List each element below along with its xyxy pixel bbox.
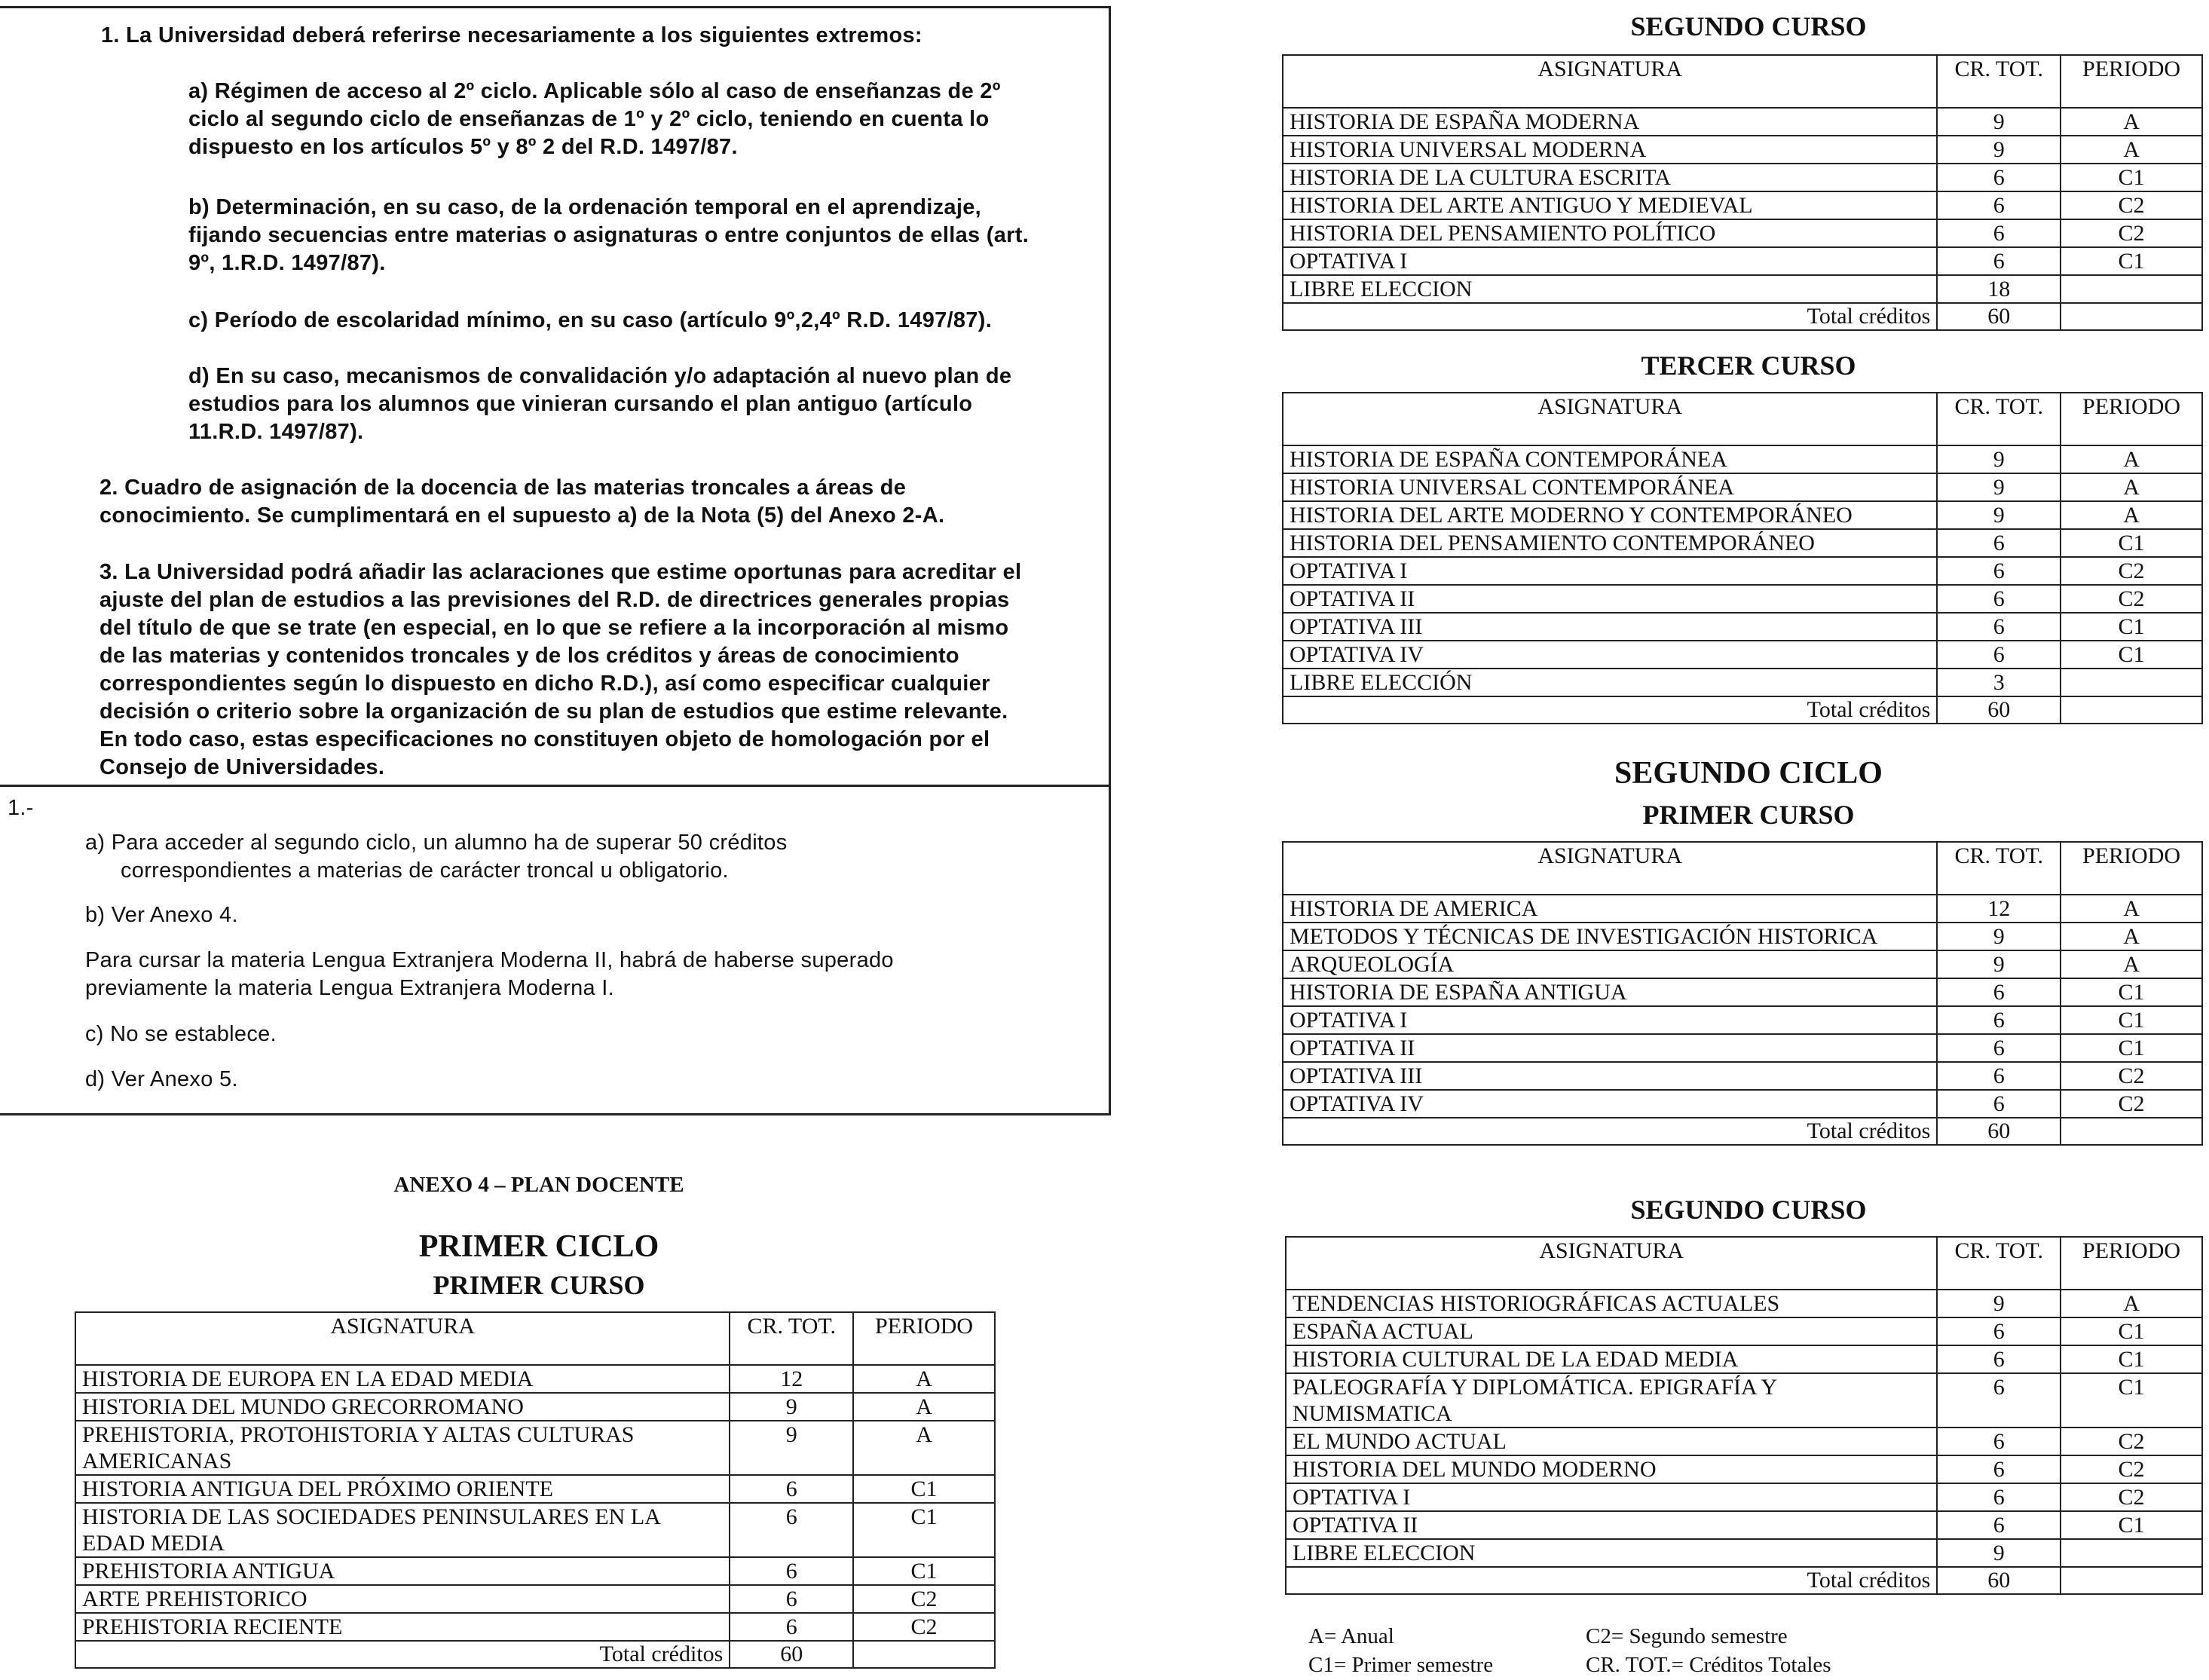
answer-a [85, 829, 788, 885]
period-cell: C1 [853, 1475, 995, 1503]
period-cell: C2 [2061, 1062, 2202, 1090]
total-period-empty [2061, 303, 2202, 330]
table-row [75, 1365, 995, 1393]
credits-cell: 6 [1937, 1317, 2061, 1345]
anexo-title: ANEXO 4 – PLAN DOCENTE [393, 1173, 684, 1197]
col-periodo: PERIODO [2061, 55, 2202, 108]
credits-cell: 6 [1937, 1428, 2061, 1455]
col-cr-tot: CR. TOT. [1937, 393, 2061, 445]
table-row [1286, 1483, 2202, 1511]
subject-cell: HISTORIA DEL MUNDO MODERNO [1286, 1455, 1937, 1483]
period-cell: A [853, 1393, 995, 1421]
note-b [188, 194, 1029, 277]
table-row [1283, 136, 2202, 164]
credits-cell: 6 [1937, 1511, 2061, 1539]
legend-right [1586, 1622, 1831, 1679]
table-row [1283, 669, 2202, 696]
subject-cell: HISTORIA DEL PENSAMIENTO POLÍTICO [1283, 219, 1937, 247]
total-row [1283, 1118, 2202, 1145]
answer-a-line: correspondientes a materias de carácter troncal u obligatorio. [121, 858, 729, 883]
table-ciclo1-curso1 [75, 1311, 996, 1669]
note-d [188, 363, 1011, 446]
subject-cell: PREHISTORIA ANTIGUA [75, 1557, 730, 1585]
table-row [1283, 529, 2202, 557]
col-cr-tot: CR. TOT. [730, 1312, 853, 1365]
credits-cell: 9 [1937, 1539, 2061, 1567]
table-row [1283, 219, 2202, 247]
credits-cell: 6 [1937, 1034, 2061, 1062]
table-row [1283, 950, 2202, 978]
subject-cell: ESPAÑA ACTUAL [1286, 1317, 1937, 1345]
total-value: 60 [1937, 1567, 2061, 1594]
credits-cell: 6 [1937, 1062, 2061, 1090]
table-row [1286, 1345, 2202, 1373]
table-row [1283, 108, 2202, 136]
table-row [1283, 1062, 2202, 1090]
credits-cell: 9 [1937, 501, 2061, 529]
subject-cell: LIBRE ELECCION [1286, 1539, 1937, 1567]
segundo-curso-2-heading: SEGUNDO CURSO [1630, 1195, 1867, 1225]
table-row [1283, 978, 2202, 1006]
period-cell: A [2061, 923, 2202, 950]
credits-cell: 6 [730, 1557, 853, 1585]
total-value: 60 [1937, 1118, 2061, 1145]
total-row [1283, 303, 2202, 330]
note-3-line: de las materias y contenidos troncales y de los créditos y áreas de conocimiento [99, 644, 959, 668]
credits-cell: 6 [1937, 978, 2061, 1006]
tercer-curso-heading: TERCER CURSO [1641, 350, 1856, 381]
credits-cell: 6 [1937, 1455, 2061, 1483]
period-cell: C1 [2061, 1317, 2202, 1345]
credits-cell: 6 [730, 1585, 853, 1613]
col-periodo: PERIODO [2061, 393, 2202, 445]
answer-c: c) No se establece. [85, 1022, 277, 1046]
total-period-empty [853, 1641, 995, 1668]
table-row [1283, 1006, 2202, 1034]
note-3 [99, 558, 1021, 782]
credits-cell: 6 [730, 1613, 853, 1641]
note-a-line: ciclo al segundo ciclo de enseñanzas de 1º y 2º ciclo, teniendo en cuenta lo [188, 107, 990, 131]
period-cell [2061, 669, 2202, 696]
table-row [1283, 585, 2202, 613]
period-cell: C1 [2061, 529, 2202, 557]
table-row [1283, 247, 2202, 275]
note-3-line: ajuste del plan de estudios a las previsiones del R.D. de directrices generales propias [99, 588, 1010, 612]
total-label: Total créditos [1283, 303, 1937, 330]
table-row [1286, 1317, 2202, 1345]
period-cell: A [2061, 136, 2202, 164]
subject-cell: EL MUNDO ACTUAL [1286, 1428, 1937, 1455]
subject-cell: OPTATIVA II [1283, 1034, 1937, 1062]
credits-cell: 6 [1937, 1483, 2061, 1511]
total-row [1283, 696, 2202, 724]
total-value: 60 [1937, 303, 2061, 330]
period-cell: C1 [2061, 613, 2202, 641]
table-row [75, 1475, 995, 1503]
credits-cell: 6 [1937, 557, 2061, 585]
segundo-curso-heading: SEGUNDO CURSO [1630, 11, 1867, 41]
note-3-line: correspondientes según lo dispuesto en dicho R.D.), así como especificar cualquier [99, 672, 990, 696]
note-3-line: 3. La Universidad podrá añadir las aclaraciones que estime oportunas para acreditar el [99, 560, 1022, 584]
note-d-line: 11.R.D. 1497/87). [188, 420, 364, 444]
legend-segundo-semestre: C2= Segundo semestre [1586, 1624, 1788, 1648]
subject-cell: OPTATIVA I [1283, 1006, 1937, 1034]
period-cell: A [853, 1421, 995, 1475]
credits-cell: 9 [1937, 1290, 2061, 1317]
table-row [1286, 1511, 2202, 1539]
credits-cell: 9 [730, 1421, 853, 1475]
note-b-line: fijando secuencias entre materias o asignaturas o entre conjuntos de ellas (art. [188, 223, 1030, 247]
period-cell: C1 [2061, 1373, 2202, 1428]
period-cell: C1 [853, 1503, 995, 1557]
period-cell: C1 [2061, 978, 2202, 1006]
note-3-line: Consejo de Universidades. [99, 755, 385, 779]
period-cell: C2 [2061, 1455, 2202, 1483]
period-cell: A [2061, 1290, 2202, 1317]
note-1: 1. La Universidad deberá referirse necesariamente a los siguientes extremos: [101, 23, 922, 47]
credits-cell: 6 [1937, 1006, 2061, 1034]
note-2 [99, 474, 944, 530]
credits-cell: 3 [1937, 669, 2061, 696]
table-header-row [1283, 393, 2202, 445]
table-row [1286, 1539, 2202, 1567]
col-asignatura: ASIGNATURA [1283, 393, 1937, 445]
table-row [1283, 445, 2202, 473]
table-row [1283, 164, 2202, 191]
segundo-ciclo-heading: SEGUNDO CICLO [1614, 756, 1883, 791]
table-row [75, 1393, 995, 1421]
credits-cell: 9 [1937, 445, 2061, 473]
subject-cell: OPTATIVA I [1286, 1483, 1937, 1511]
credits-cell: 6 [1937, 1373, 2061, 1428]
note-c [188, 307, 992, 335]
period-cell: C1 [853, 1557, 995, 1585]
credits-cell: 9 [730, 1393, 853, 1421]
note-a [188, 78, 1001, 161]
table-row [75, 1585, 995, 1613]
table-header-row [75, 1312, 995, 1365]
table-row [1283, 923, 2202, 950]
credits-cell: 6 [1937, 1345, 2061, 1373]
subject-cell: HISTORIA ANTIGUA DEL PRÓXIMO ORIENTE [75, 1475, 730, 1503]
table-row [75, 1557, 995, 1585]
table-row [1283, 1034, 2202, 1062]
credits-cell: 9 [1937, 923, 2061, 950]
table-ciclo2-curso2 [1285, 1236, 2203, 1595]
note-c-line: c) Período de escolaridad mínimo, en su caso (artículo 9º,2,4º R.D. 1497/87). [188, 308, 993, 332]
col-cr-tot: CR. TOT. [1937, 842, 2061, 895]
period-cell: C1 [2061, 1511, 2202, 1539]
answer-a-line: a) Para acceder al segundo ciclo, un alumno ha de superar 50 créditos [85, 831, 788, 855]
table-row [1286, 1428, 2202, 1455]
col-asignatura: ASIGNATURA [75, 1312, 730, 1365]
period-cell: C1 [2061, 1006, 2202, 1034]
subject-cell: LIBRE ELECCION [1283, 275, 1937, 303]
total-period-empty [2061, 1118, 2202, 1145]
subject-cell: HISTORIA CULTURAL DE LA EDAD MEDIA [1286, 1345, 1937, 1373]
period-cell: C1 [2061, 164, 2202, 191]
table-row [75, 1503, 995, 1557]
primer-curso-heading: PRIMER CURSO [433, 1270, 645, 1300]
period-cell: C2 [2061, 1428, 2202, 1455]
instructions-box [0, 6, 1111, 787]
subject-cell: OPTATIVA II [1283, 585, 1937, 613]
note-3-line: En todo caso, estas especificaciones no constituyen objeto de homologación por el [99, 727, 990, 751]
table-row [1283, 557, 2202, 585]
subject-cell: TENDENCIAS HISTORIOGRÁFICAS ACTUALES [1286, 1290, 1937, 1317]
col-cr-tot: CR. TOT. [1937, 1237, 2061, 1290]
subject-cell: OPTATIVA III [1283, 613, 1937, 641]
note-a-line: dispuesto en los artículos 5º y 8º 2 del R.D. 1497/87. [188, 135, 738, 159]
subject-cell: HISTORIA DE ESPAÑA ANTIGUA [1283, 978, 1937, 1006]
credits-cell: 12 [730, 1365, 853, 1393]
answers-box [0, 782, 1111, 1115]
answer-paragraph-line: Para cursar la materia Lengua Extranjera Moderna II, habrá de haberse superado [85, 948, 894, 972]
table-ciclo1-curso3 [1282, 392, 2203, 724]
credits-cell: 6 [1937, 613, 2061, 641]
subject-cell: PALEOGRAFÍA Y DIPLOMÁTICA. EPIGRAFÍA Y NUMISMATICA [1286, 1373, 1937, 1428]
col-periodo: PERIODO [853, 1312, 995, 1365]
period-cell [2061, 275, 2202, 303]
period-cell: C2 [853, 1613, 995, 1641]
table-row [1283, 1090, 2202, 1118]
total-value: 60 [1937, 696, 2061, 724]
credits-cell: 6 [1937, 585, 2061, 613]
period-cell: C2 [2061, 1090, 2202, 1118]
note-d-line: estudios para los alumnos que vinieran cursando el plan antiguo (artículo [188, 392, 973, 416]
table-ciclo2-curso1 [1282, 841, 2203, 1146]
period-cell: C1 [2061, 641, 2202, 669]
note-2-line: conocimiento. Se cumplimentará en el supuesto a) de la Nota (5) del Anexo 2-A. [99, 503, 945, 528]
period-cell [2061, 1539, 2202, 1567]
table-header-row [1283, 842, 2202, 895]
credits-cell: 6 [730, 1503, 853, 1557]
period-cell: C2 [853, 1585, 995, 1613]
subject-cell: HISTORIA DEL ARTE ANTIGUO Y MEDIEVAL [1283, 191, 1937, 219]
subject-cell: HISTORIA DEL MUNDO GRECORROMANO [75, 1393, 730, 1421]
period-cell: C2 [2061, 1483, 2202, 1511]
subject-cell: HISTORIA DE ESPAÑA CONTEMPORÁNEA [1283, 445, 1937, 473]
col-cr-tot: CR. TOT. [1937, 55, 2061, 108]
col-asignatura: ASIGNATURA [1283, 842, 1937, 895]
subject-cell: OPTATIVA I [1283, 557, 1937, 585]
credits-cell: 6 [1937, 164, 2061, 191]
period-cell: C2 [2061, 191, 2202, 219]
note-d-line: d) En su caso, mecanismos de convalidación y/o adaptación al nuevo plan de [188, 364, 1012, 388]
note-3-line: del título de que se trate (en especial, en lo que se refiere a la incorporación al mismo [99, 616, 1009, 640]
answer-d: d) Ver Anexo 5. [85, 1067, 238, 1091]
subject-cell: HISTORIA DEL ARTE MODERNO Y CONTEMPORÁNEO [1283, 501, 1937, 529]
note-b-line: 9º, 1.R.D. 1497/87). [188, 251, 386, 275]
subject-cell: METODOS Y TÉCNICAS DE INVESTIGACIÓN HISTORICA [1283, 923, 1937, 950]
table-header-row [1283, 55, 2202, 108]
credits-cell: 6 [1937, 219, 2061, 247]
period-cell: C2 [2061, 557, 2202, 585]
total-period-empty [2061, 696, 2202, 724]
period-cell: A [2061, 950, 2202, 978]
subject-cell: OPTATIVA II [1286, 1511, 1937, 1539]
table-row [1283, 275, 2202, 303]
credits-cell: 6 [730, 1475, 853, 1503]
credits-cell: 6 [1937, 529, 2061, 557]
period-cell: C1 [2061, 1345, 2202, 1373]
note-2-line: 2. Cuadro de asignación de la docencia de las materias troncales a áreas de [99, 476, 907, 500]
note-b-line: b) Determinación, en su caso, de la ordenación temporal en el aprendizaje, [188, 195, 981, 219]
table-ciclo1-curso2 [1282, 54, 2203, 331]
subject-cell: OPTATIVA III [1283, 1062, 1937, 1090]
total-label: Total créditos [1283, 1118, 1937, 1145]
answer-paragraph-line: previamente la materia Lengua Extranjera Moderna I. [85, 976, 615, 1000]
legend-anual: A= Anual [1308, 1624, 1394, 1648]
primer-curso-2-heading: PRIMER CURSO [1642, 800, 1855, 830]
subject-cell: HISTORIA DE EUROPA EN LA EDAD MEDIA [75, 1365, 730, 1393]
period-cell: A [2061, 501, 2202, 529]
answer-number: 1.- [8, 796, 34, 820]
legend-creditos-totales: CR. TOT.= Créditos Totales [1586, 1653, 1831, 1677]
period-cell: A [853, 1365, 995, 1393]
total-value: 60 [730, 1641, 853, 1668]
credits-cell: 6 [1937, 191, 2061, 219]
subject-cell: PREHISTORIA, PROTOHISTORIA Y ALTAS CULTURAS AMERICANAS [75, 1421, 730, 1475]
total-label: Total créditos [1286, 1567, 1937, 1594]
table-row [1283, 613, 2202, 641]
table-row [75, 1421, 995, 1475]
period-cell: A [2061, 473, 2202, 501]
table-row [1283, 191, 2202, 219]
subject-cell: HISTORIA DE ESPAÑA MODERNA [1283, 108, 1937, 136]
total-label: Total créditos [1283, 696, 1937, 724]
table-row [75, 1613, 995, 1641]
answer-paragraph [85, 947, 894, 1002]
primer-ciclo-heading: PRIMER CICLO [418, 1229, 659, 1264]
legend-primer-semestre: C1= Primer semestre [1308, 1653, 1494, 1677]
credits-cell: 18 [1937, 275, 2061, 303]
period-cell: C1 [2061, 247, 2202, 275]
credits-cell: 9 [1937, 136, 2061, 164]
subject-cell: ARQUEOLOGÍA [1283, 950, 1937, 978]
period-cell: A [2061, 895, 2202, 923]
subject-cell: HISTORIA DE LAS SOCIEDADES PENINSULARES EN LA EDAD MEDIA [75, 1503, 730, 1557]
table-row [1286, 1373, 2202, 1428]
credits-cell: 9 [1937, 950, 2061, 978]
period-cell: A [2061, 445, 2202, 473]
table-row [1286, 1455, 2202, 1483]
credits-cell: 9 [1937, 473, 2061, 501]
credits-cell: 9 [1937, 108, 2061, 136]
table-row [1283, 641, 2202, 669]
credits-cell: 6 [1937, 1090, 2061, 1118]
credits-cell: 12 [1937, 895, 2061, 923]
note-3-line: decisión o criterio sobre la organización de su plan de estudios que estime relevante. [99, 699, 1008, 724]
total-label: Total créditos [75, 1641, 730, 1668]
subject-cell: HISTORIA DE LA CULTURA ESCRITA [1283, 164, 1937, 191]
subject-cell: OPTATIVA I [1283, 247, 1937, 275]
answer-b: b) Ver Anexo 4. [85, 903, 238, 927]
period-cell: C2 [2061, 219, 2202, 247]
period-cell: C1 [2061, 1034, 2202, 1062]
subject-cell: PREHISTORIA RECIENTE [75, 1613, 730, 1641]
period-cell: A [2061, 108, 2202, 136]
table-row [1286, 1290, 2202, 1317]
table-row [1283, 473, 2202, 501]
credits-cell: 6 [1937, 641, 2061, 669]
total-period-empty [2061, 1567, 2202, 1594]
legend-left [1308, 1622, 1493, 1679]
table-row [1283, 895, 2202, 923]
table-row [1283, 501, 2202, 529]
subject-cell: HISTORIA UNIVERSAL MODERNA [1283, 136, 1937, 164]
subject-cell: LIBRE ELECCIÓN [1283, 669, 1937, 696]
total-row [1286, 1567, 2202, 1594]
col-periodo: PERIODO [2061, 842, 2202, 895]
subject-cell: OPTATIVA IV [1283, 1090, 1937, 1118]
col-periodo: PERIODO [2061, 1237, 2202, 1290]
total-row [75, 1641, 995, 1668]
credits-cell: 6 [1937, 247, 2061, 275]
table-header-row [1286, 1237, 2202, 1290]
subject-cell: ARTE PREHISTORICO [75, 1585, 730, 1613]
col-asignatura: ASIGNATURA [1283, 55, 1937, 108]
subject-cell: HISTORIA DE AMERICA [1283, 895, 1937, 923]
period-cell: C2 [2061, 585, 2202, 613]
note-a-line: a) Régimen de acceso al 2º ciclo. Aplicable sólo al caso de enseñanzas de 2º [188, 79, 1001, 103]
col-asignatura: ASIGNATURA [1286, 1237, 1937, 1290]
subject-cell: HISTORIA UNIVERSAL CONTEMPORÁNEA [1283, 473, 1937, 501]
subject-cell: OPTATIVA IV [1283, 641, 1937, 669]
subject-cell: HISTORIA DEL PENSAMIENTO CONTEMPORÁNEO [1283, 529, 1937, 557]
